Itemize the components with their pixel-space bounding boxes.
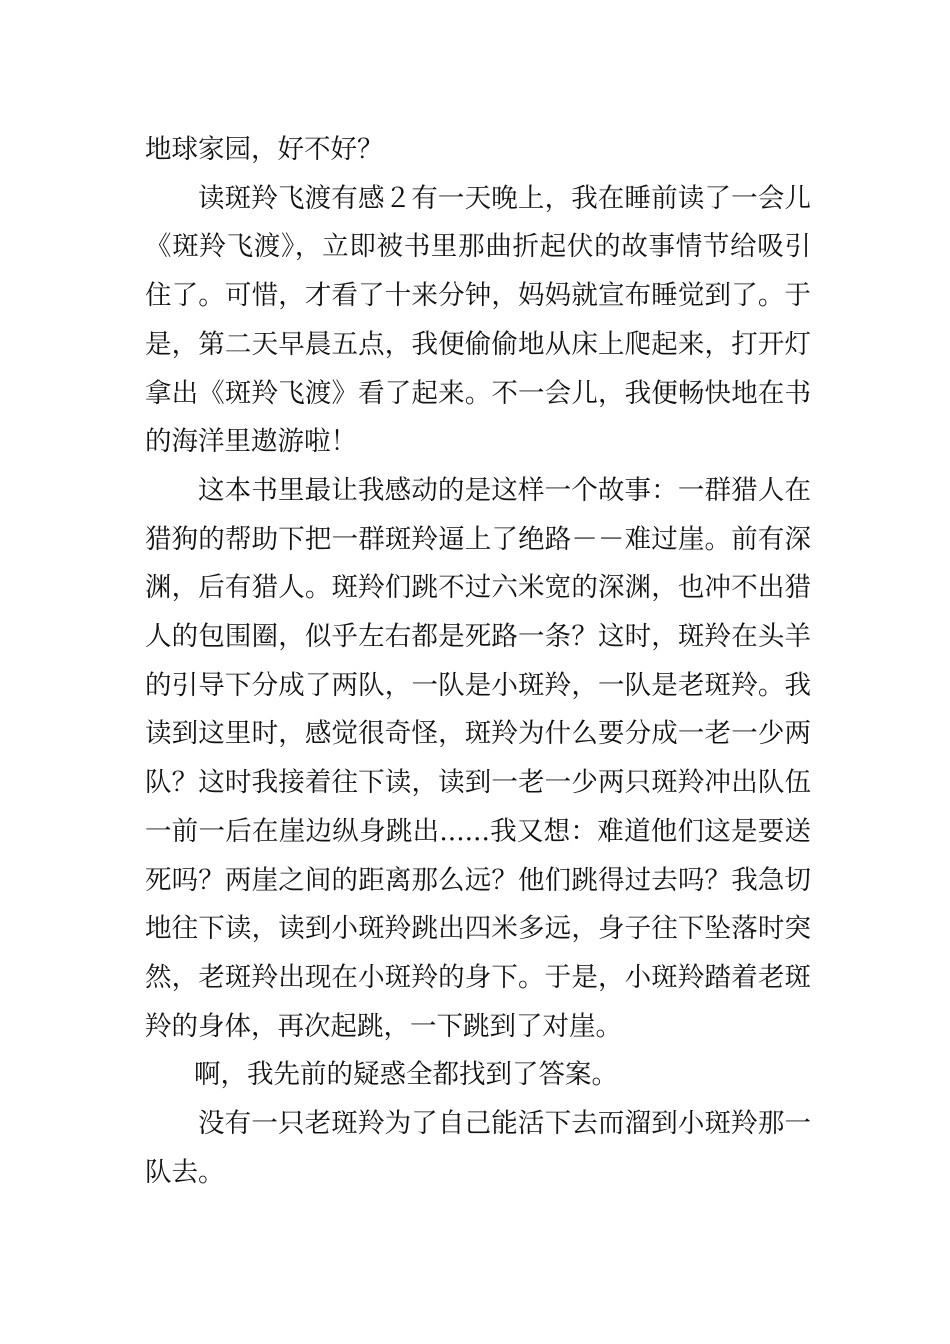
- paragraph-reading-experience: 读斑羚飞渡有感２有一天晚上，我在睡前读了一会儿《斑羚飞渡》，立即被书里那曲折起伏的故事情节给吸引住了。可惜，才看了十来分钟，妈妈就宣布睡觉到了。于是，第二天早晨五点，我便偷偷地从床上爬起来，打开灯拿出《斑羚飞渡》看了起来。不一会儿，我便畅快地在书的海洋里遨游啦！: [145, 182, 811, 458]
- paragraph-continuation: 地球家园，好不好？: [145, 134, 384, 165]
- paragraph-story: 这本书里最让我感动的是这样一个故事：一群猎人在猎狗的帮助下把一群斑羚逼上了绝路－－难过崖。前有深渊，后有猎人。斑羚们跳不过六米宽的深渊，也冲不出猎人的包围圈，似乎左右都是死路一条？这时，斑羚在头羊的引导下分成了两队，一队是小斑羚，一队是老斑羚。我读到这里时，感觉很奇怪，斑羚为什么要分成一老一少两队？这时我接着往下读，读到一老一少两只斑羚冲出队伍一前一后在崖边纵身跳出......我又想：难道他们这是要送死吗？两崖之间的距离那么远？他们跳得过去吗？我急切地往下读，读到小斑羚跳出四米多远，身子往下坠落时突然，老斑羚出现在小斑羚的身下。于是，小斑羚踏着老斑羚的身体，再次起跳，一下跳到了对崖。: [145, 474, 811, 1042]
- document-body: [145, 126, 811, 1197]
- paragraph-conclusion: 没有一只老斑羚为了自己能活下去而溜到小斑羚那一队去。: [145, 1108, 811, 1188]
- paragraph-answer: 啊，我先前的疑惑全都找到了答案。: [194, 1059, 618, 1091]
